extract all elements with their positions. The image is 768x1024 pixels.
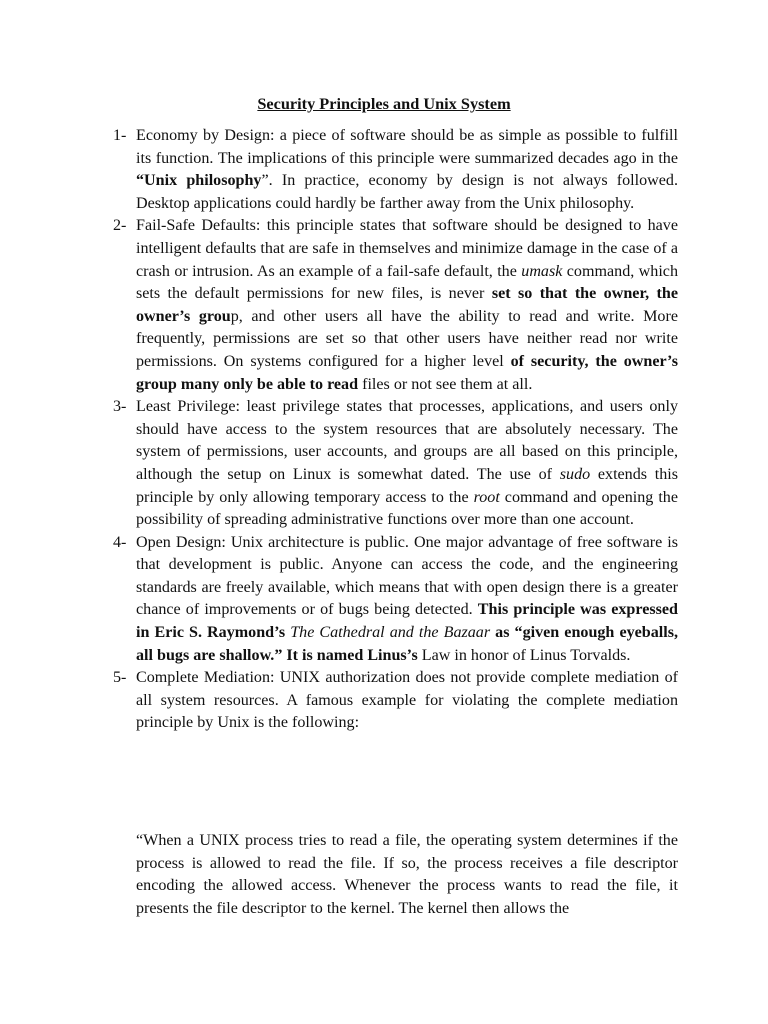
item-number: 4- [113,533,127,551]
item-bold-text: “Unix philosophy [136,172,262,190]
item-bold-text: set so that the owner, the owner’s grou [136,285,678,325]
item-bold-text: of security, the owner’s group many only be able to read [136,352,678,393]
item-text: command and opening the possibility of spreading administrative functions over more than one account. [136,488,678,529]
item-italic-text: The Cathedral and the Bazaar [285,624,491,642]
item-text: Fail-Safe Defaults: this principle states that software should be designed to have intelligent defaults that are safe in themselves and minimize damage in the case of a crash or intrusion. As an example of a fail-safe default, the [136,217,678,280]
item-number: 5- [113,669,127,687]
item-text: Complete Mediation: UNIX authorization does not provide complete mediation of all system resources. A famous example for violating the complete mediation principle by Unix is the following: [136,669,678,732]
item-text: extends this principle by only allowing temporary access to the [136,465,679,506]
list-item-least-privilege [113,396,678,532]
quoted-paragraph: “When a UNIX process tries to read a file, the operating system determines if the process is allowed to read the file. If so, the process receives a file descriptor encoding the allowed access. Whenever the process wants to read the file, it presents the file descriptor to the kernel. The kernel then allows the [136,832,678,917]
principles-list [113,125,678,735]
item-number: 3- [113,398,127,416]
item-bold-text: This principle was expressed in Eric S. Raymond’s [136,601,678,642]
item-text: files or not see them at all. [358,375,533,393]
list-item-economy-by-design [113,125,678,215]
item-text: Economy by Design: a piece of software should be as simple as possible to fulfill its function. The implications of this principle were summarized decades ago in the [136,127,678,167]
item-italic-text: umask [521,262,563,280]
item-text: command, which sets the default permissions for new files, is never [136,262,678,303]
item-bold-text: as “given enough eyeballs, all bugs are shallow.” It is named Linus’s [136,624,678,664]
list-item-complete-mediation [113,667,678,735]
item-text: Least Privilege: least privilege states that processes, applications, and users only should have access to the system resources that are absolutely necessary. The system of permissions, user accounts, and groups are all based on this principle, although the setup on Linux is somewhat dated. The use of [136,398,678,483]
list-item-open-design [113,532,678,668]
item-number: 1- [113,127,127,144]
list-item-fail-safe-defaults [113,215,678,396]
document-title: Security Principles and Unix System [257,94,511,113]
item-italic-text: sudo [559,465,591,483]
item-number: 2- [113,217,127,235]
item-italic-text: root [473,488,500,506]
item-text: Open Design: Unix architecture is public. One major advantage of free software is that development is public. Anyone can access the code, and the engineering standards are freely available, which means that with open design there is a greater chance of improvements or of bugs being detected. [136,533,678,619]
item-text: ”. In practice, economy by design is not always followed. Desktop applications could hardly be farther away from the Unix philosophy. [136,172,679,212]
item-text: Law in honor of Linus Torvalds. [417,646,631,664]
item-text: p, and other users all have the ability to read and write. More frequently, permissions are set so that other users have neither read nor write permissions. On systems configured for a higher level [136,307,678,370]
